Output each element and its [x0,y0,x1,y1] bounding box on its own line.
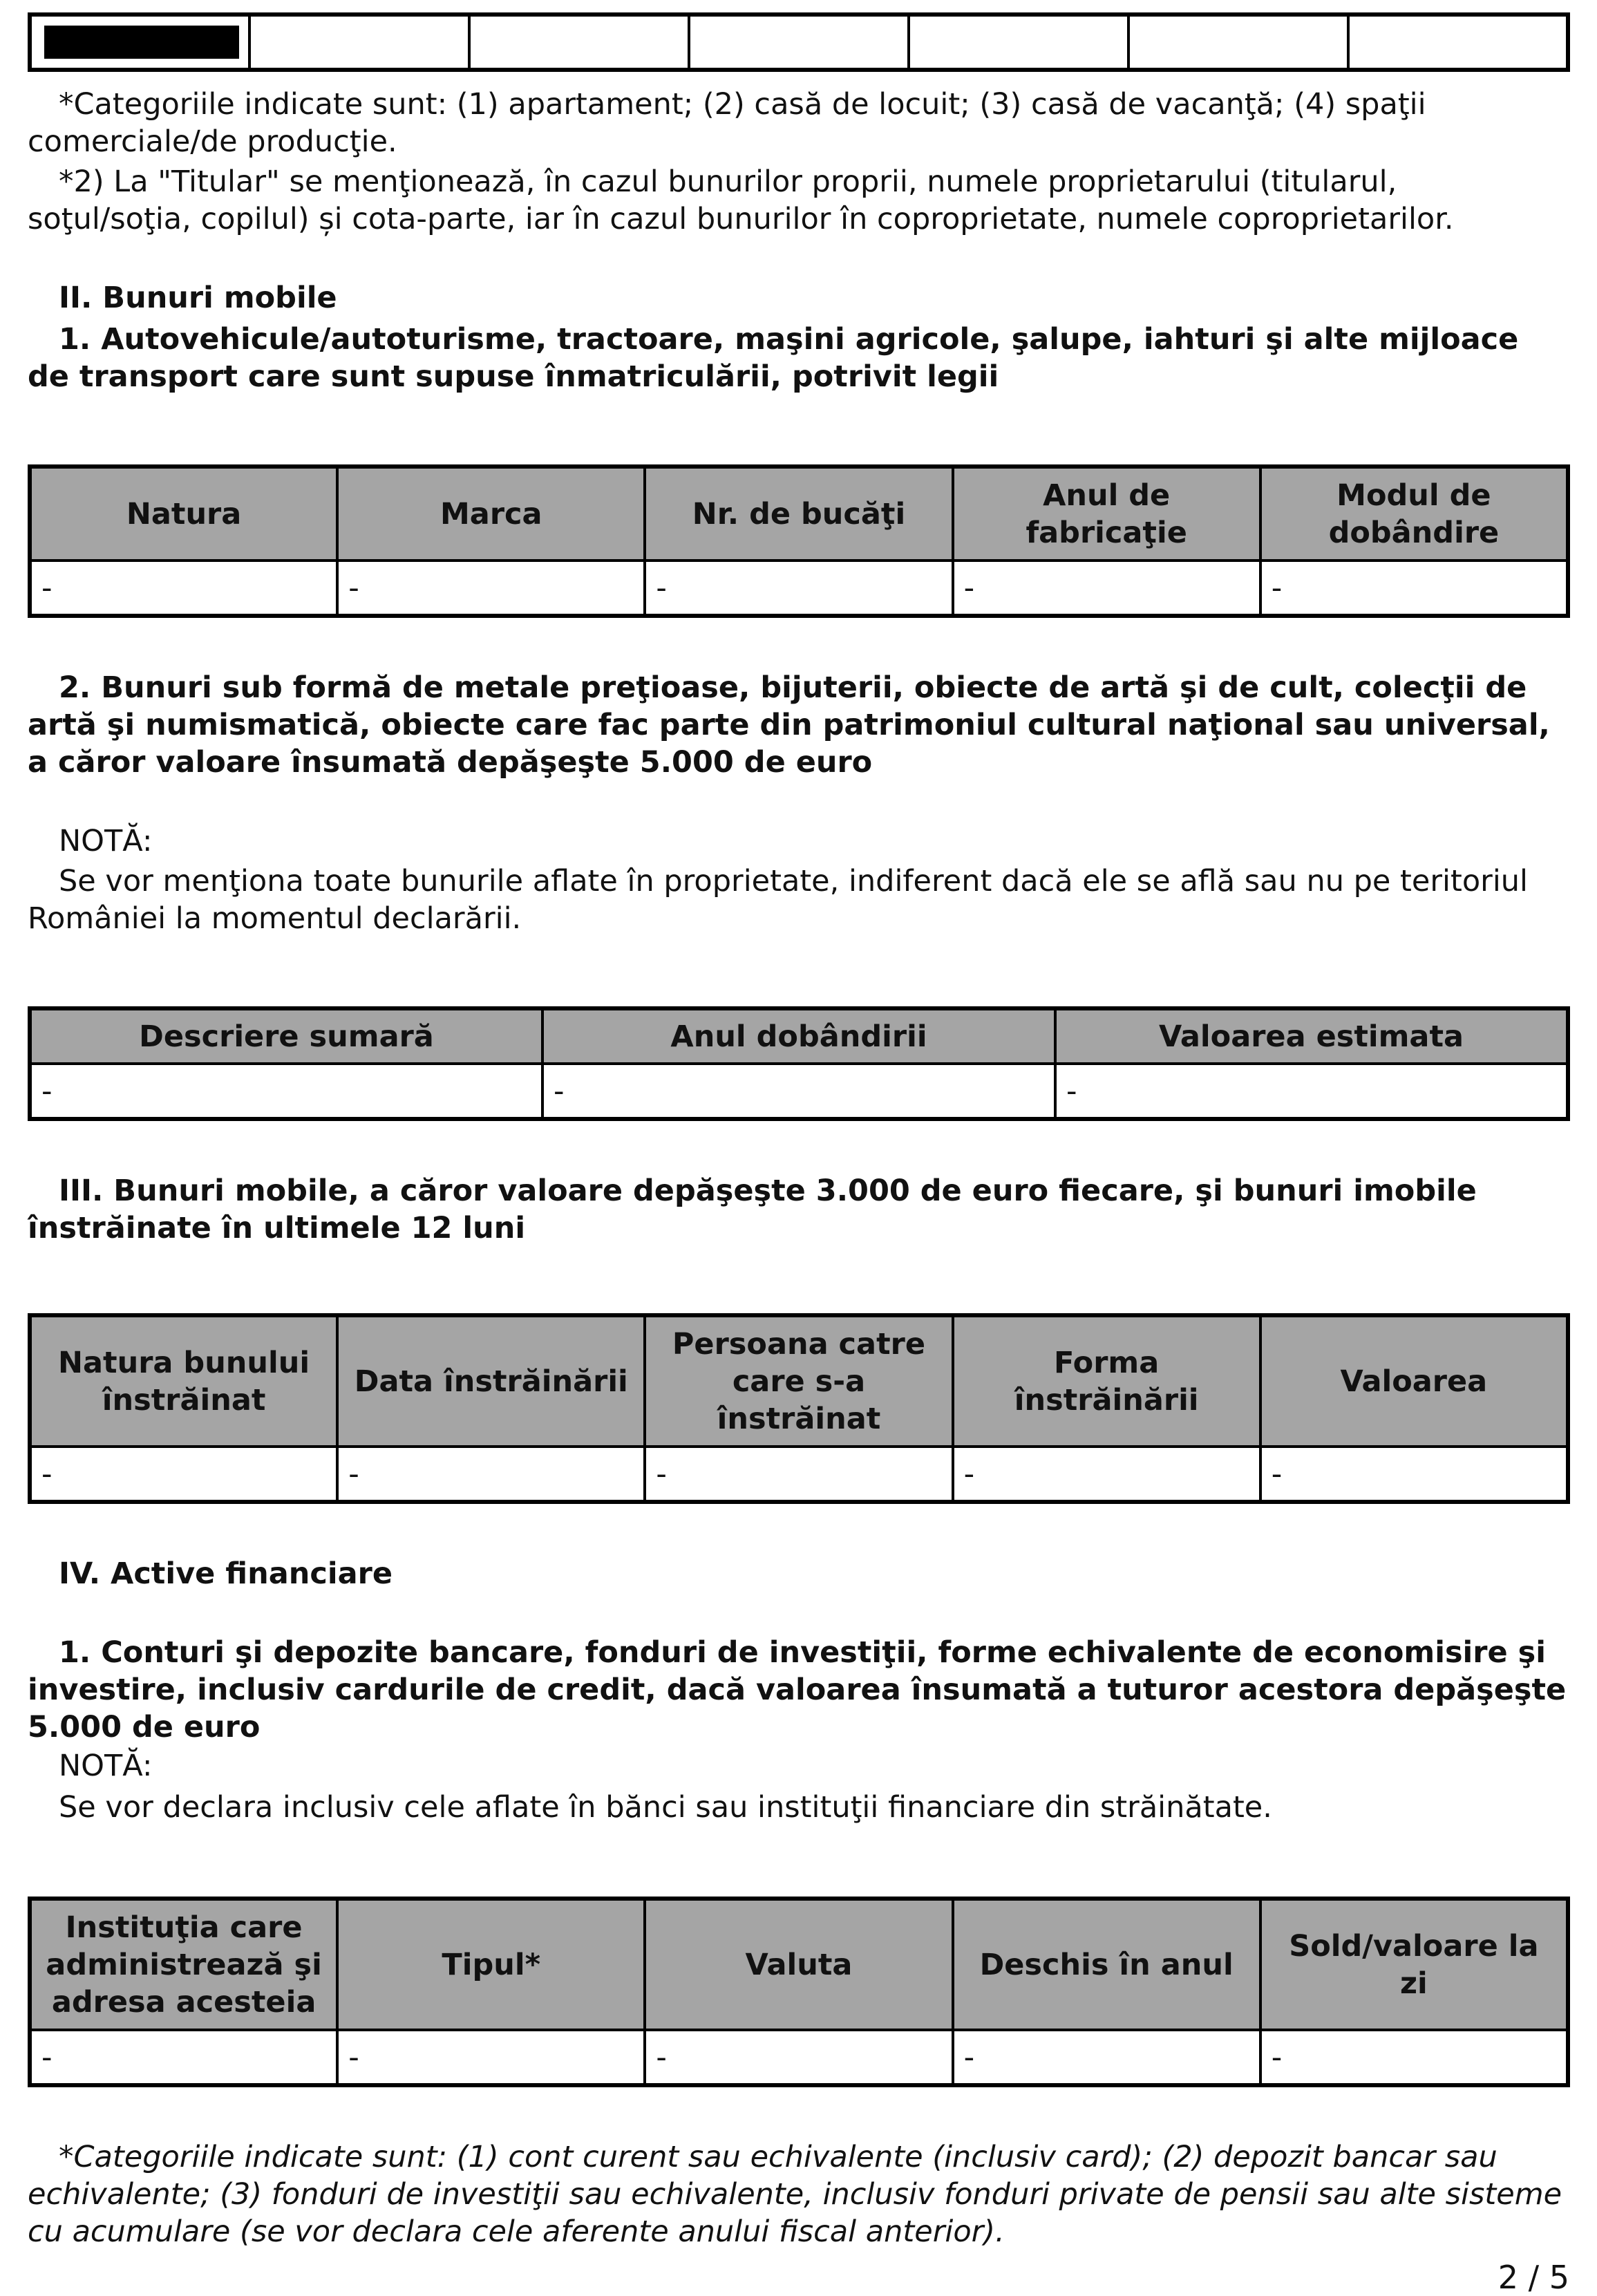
redaction-block [44,26,239,59]
table-row [30,2030,1568,2085]
table-cell [249,15,469,70]
column-header: Tipul* [337,1899,645,2030]
redacted-cell [30,15,249,70]
subsection-title-conturi: 1. Conturi şi depozite bancare, fonduri de investiţii, forme echivalente de economisire şi investire, inclusiv cardurile de credit, dacă valoarea însumată a tuturor acestora depăşeşte 5.000 de euro [28,1635,1567,1744]
column-header: Nr. de bucăţi [645,467,952,561]
vehicles-table [28,464,1570,618]
table-cell: - [1260,561,1568,616]
column-header: Valoarea estimata [1055,1008,1568,1064]
table-cell: - [337,2030,645,2085]
column-header: Marca [337,467,645,561]
column-header: Anul de fabricaţie [953,467,1260,561]
column-header: Valuta [645,1899,952,2030]
table-cell [469,15,689,70]
table-cell: - [1260,1447,1568,1502]
subsection-title-metale-pretioase: 2. Bunuri sub formă de metale preţioase, bijuterii, obiecte de artă şi de cult, colecţii de artă şi numismatică, obiecte care fac parte din patrimoniul cultural naţional sau universal, a căror valoare însumată depăşeşte 5.000 de euro [28,670,1550,780]
table-cell: - [30,2030,337,2085]
top-table-fragment [28,12,1570,72]
subsection-title-autovehicule: 1. Autovehicule/autoturisme, tractoare, maşini agricole, şalupe, iahturi şi alte mijloace de transport care sunt supuse înmatriculării, potrivit legii [28,322,1519,394]
footnote-categories-accounts: *Categoriile indicate sunt: (1) cont curent sau echivalente (inclusiv card); (2) depozit bancar sau echivalente; (3) fonduri de investiţii sau echivalente, inclusiv fonduri private de pensii sau alte sisteme cu acumulare (se vor declara cele aferente anului fiscal anterior). [28,2140,1562,2249]
column-header: Forma înstrăinării [953,1315,1260,1447]
table-cell: - [30,1447,337,1502]
column-header: Instituţia care administrează şi adresa acesteia [30,1899,337,2030]
nota-label: NOTĂ: [59,1749,153,1783]
table-header-row [30,1008,1568,1064]
table-cell: - [645,561,952,616]
nota-text: Se vor menţiona toate bunurile aflate în proprietate, indiferent dacă ele se află sau nu pe teritoriul României la momentul declarării. [28,864,1528,936]
column-header: Descriere sumară [30,1008,542,1064]
table-cell [1128,15,1348,70]
table-cell: - [1055,1064,1568,1119]
table-cell: - [337,561,645,616]
table-cell [689,15,909,70]
column-header: Natura bunului înstrăinat [30,1315,337,1447]
table-cell: - [953,561,1260,616]
column-header: Modul de dobândire [1260,467,1568,561]
table-cell: - [30,561,337,616]
table-cell: - [645,1447,952,1502]
section-title-instrainate: III. Bunuri mobile, a căror valoare depăşeşte 3.000 de euro fiecare, şi bunuri imobile înstrăinate în ultimele 12 luni [28,1174,1477,1245]
column-header: Deschis în anul [953,1899,1260,2030]
table-cell: - [645,2030,952,2085]
column-header: Sold/valoare la zi [1260,1899,1568,2030]
table-cell [1348,15,1568,70]
table-header-row [30,1899,1568,2030]
table-header-row [30,467,1568,561]
note-titular: *2) La "Titular" se menţionează, în cazul bunurilor proprii, numele proprietarului (titularul, soţul/soţia, copilul) și cota-parte, iar în cazul bunurilor în coproprietate, numele coproprietarilor. [28,164,1454,236]
column-header: Natura [30,467,337,561]
bank-accounts-table [28,1897,1570,2087]
table-cell: - [542,1064,1055,1119]
page-number: 2 / 5 [1497,2259,1569,2296]
table-cell: - [337,1447,645,1502]
note-categories-imobile: *Categoriile indicate sunt: (1) apartament; (2) casă de locuit; (3) casă de vacanţă; (4) spaţii comerciale/de producţie. [28,87,1426,159]
table-row [30,1447,1568,1502]
table-cell: - [953,1447,1260,1502]
section-title-active-financiare: IV. Active financiare [59,1556,393,1591]
valuables-table [28,1006,1570,1121]
table-cell: - [1260,2030,1568,2085]
table-cell: - [30,1064,542,1119]
nota-label: NOTĂ: [59,824,153,858]
table-cell: - [953,2030,1260,2085]
section-title-bunuri-mobile: II. Bunuri mobile [59,281,337,315]
table-header-row [30,1315,1568,1447]
table-row [30,1064,1568,1119]
column-header: Anul dobândirii [542,1008,1055,1064]
table-cell [909,15,1128,70]
table-row [30,561,1568,616]
column-header: Data înstrăinării [337,1315,645,1447]
nota-text: Se vor declara inclusiv cele aflate în bănci sau instituţii financiare din străinătate. [59,1790,1272,1825]
alienated-assets-table [28,1313,1570,1504]
column-header: Valoarea [1260,1315,1568,1447]
table-row [30,15,1568,70]
column-header: Persoana catre care s-a înstrăinat [645,1315,952,1447]
